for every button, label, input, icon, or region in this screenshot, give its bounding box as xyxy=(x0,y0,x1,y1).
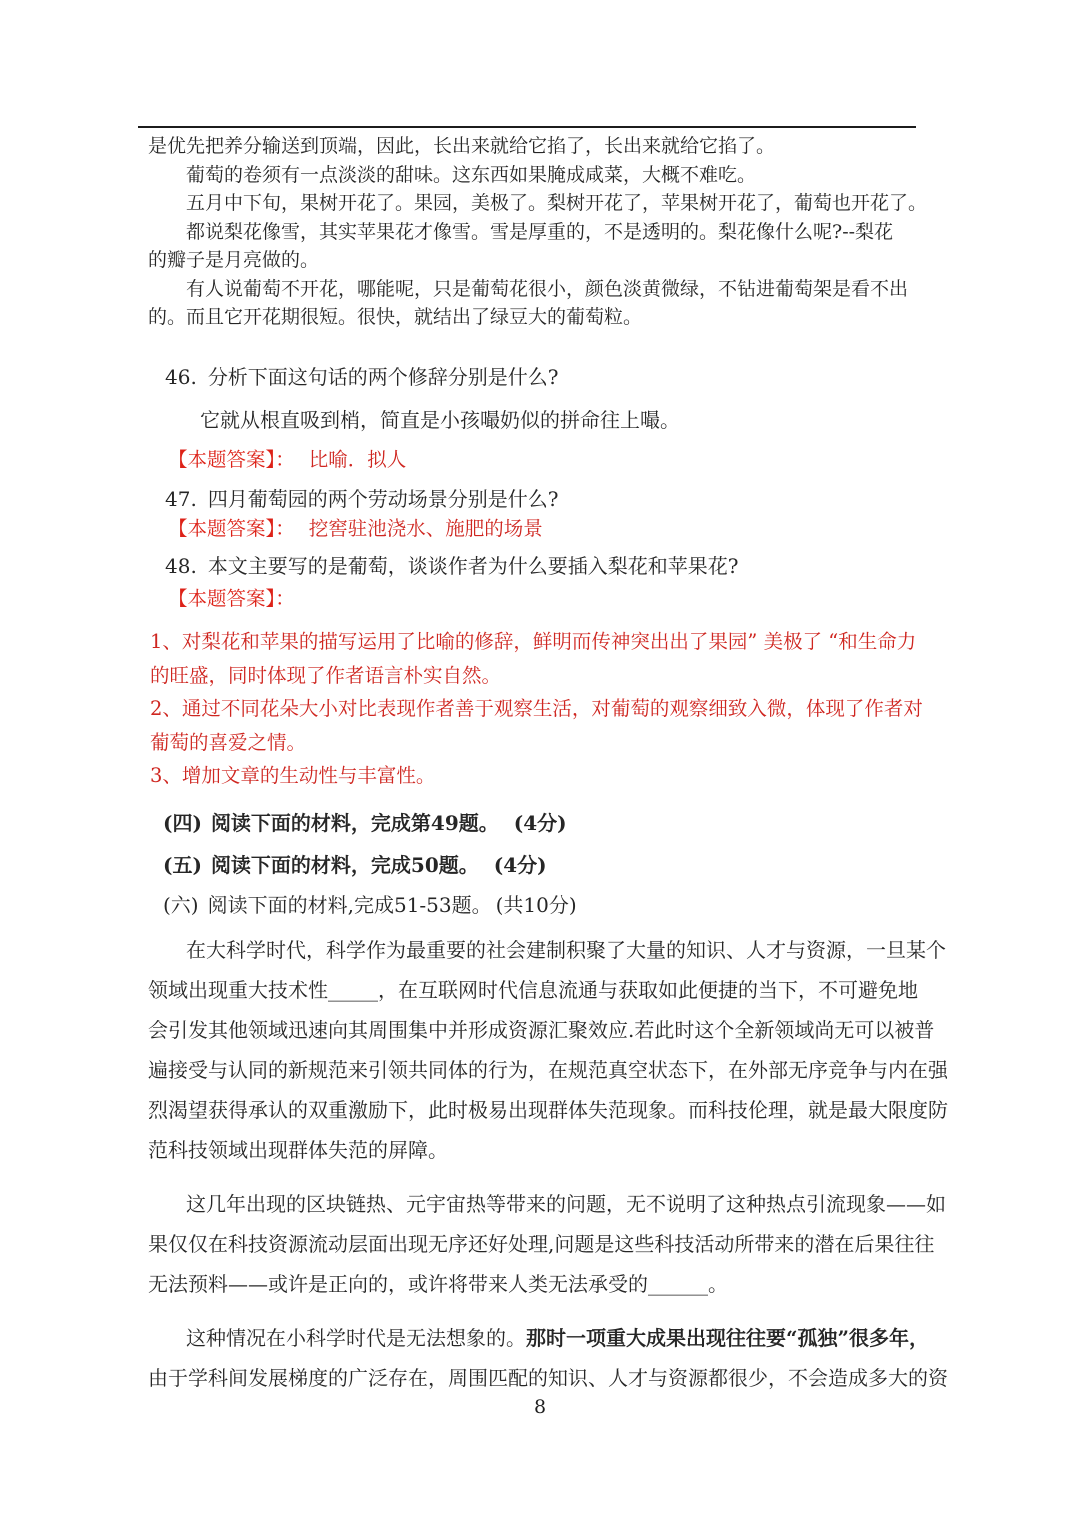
section-label: (四) xyxy=(163,811,202,835)
passage-line: 在大科学时代，科学作为最重要的社会建制积聚了大量的知识、人才与资源，一旦某个 xyxy=(186,938,946,962)
passage-line: 的。而且它开花期很短。很快，就结出了绿豆大的葡萄粒。 xyxy=(148,306,643,328)
section-text: 阅读下面的材料，完成第49题。 xyxy=(210,811,499,835)
page-number: 8 xyxy=(533,1396,547,1418)
passage-line: 果仅仅在科技资源流动层面出现无序还好处理,问题是这些科技活动所带来的潜在后果往往 xyxy=(148,1232,935,1256)
passage-line: 由于学科间发展梯度的广泛存在，周围匹配的知识、人才与资源都很少，不会造成多大的资 xyxy=(148,1366,948,1390)
question-number: 47. xyxy=(165,487,197,511)
question-number: 46. xyxy=(165,365,197,389)
section-label: (六) xyxy=(163,893,199,917)
answer-label: 【本题答案】： xyxy=(168,448,295,471)
passage-line: 会引发其他领域迅速向其周围集中并形成资源汇聚效应.若此时这个全新领域尚无可以被普 xyxy=(148,1018,935,1042)
answer-line: 2、通过不同花朵大小对比表现作者善于观察生活，对葡萄的观察细致入微，体现了作者对 xyxy=(150,697,923,720)
passage-line: 遍接受与认同的新规范来引领共同体的行为，在规范真空状态下，在外部无序竞争与内在强 xyxy=(148,1058,948,1082)
question-46-quote: 它就从根直吸到梢，简直是小孩嘬奶似的拼命往上嘬。 xyxy=(200,408,680,432)
answer-line: 的旺盛，同时体现了作者语言朴实自然。 xyxy=(150,663,502,687)
passage-line: 都说梨花像雪，其实苹果花才像雪。雪是厚重的，不是透明的。梨花像什么呢?--梨花 xyxy=(186,220,894,243)
answer-label: 【本题答案】： xyxy=(168,517,295,540)
answer-text: 比喻．拟人 xyxy=(308,448,407,471)
passage-line: 烈渴望获得承认的双重激励下，此时极易出现群体失范现象。而科技伦理，就是最大限度防 xyxy=(148,1098,948,1122)
passage-line: 范科技领域出现群体失范的屏障。 xyxy=(148,1138,448,1162)
question-48 xyxy=(165,553,739,579)
passage-line: 无法预料——或许是正向的，或许将带来人类无法承受的______。 xyxy=(148,1272,728,1296)
answer-46 xyxy=(168,447,406,473)
passage-line: 的瓣子是月亮做的。 xyxy=(148,249,320,271)
passage-line: 领域出现重大技术性_____，在互联网时代信息流通与获取如此便捷的当下，不可避免地 xyxy=(148,978,918,1002)
section-text: 阅读下面的材料，完成50题。 xyxy=(210,853,479,877)
question-46 xyxy=(165,364,559,390)
question-text: 本文主要写的是葡萄，谈谈作者为什么要插入梨花和苹果花? xyxy=(207,554,739,578)
answer-line: 3、增加文章的生动性与丰富性。 xyxy=(150,764,436,787)
passage-line xyxy=(148,1318,948,1358)
passage-line: 这几年出现的区块链热、元宇宙热等带来的问题，无不说明了这种热点引流现象——如 xyxy=(186,1192,946,1216)
answer-48-details xyxy=(150,625,950,793)
bold-emphasis: 那时一项重大成果出现往往要“孤独”很多年， xyxy=(526,1326,930,1350)
passage-text: 这种情况在小科学时代是无法想象的。 xyxy=(186,1326,526,1350)
answer-label: 【本题答案】： xyxy=(168,587,295,610)
question-47 xyxy=(165,486,559,512)
question-text: 四月葡萄园的两个劳动场景分别是什么? xyxy=(207,487,559,511)
section-score: (4分) xyxy=(513,811,567,835)
section-label: (五) xyxy=(163,853,202,877)
science-passage xyxy=(148,930,948,1398)
section-score: (4分) xyxy=(493,853,547,877)
section-6-header xyxy=(163,892,577,918)
section-5-header xyxy=(163,852,547,878)
answer-line: 葡萄的喜爱之情。 xyxy=(150,730,307,754)
page-header-rule xyxy=(138,126,916,128)
section-4-header xyxy=(163,810,567,836)
passage-line: 是优先把养分输送到顶端，因此，长出来就给它掐了，长出来就给它掐了。 xyxy=(148,135,776,157)
answer-line: 1、对梨花和苹果的描写运用了比喻的修辞，鲜明而传神突出出了果园” 美极了 “和生命力 xyxy=(150,630,917,653)
section-score: (共10分) xyxy=(495,893,577,917)
passage-line: 葡萄的卷须有一点淡淡的甜味。这东西如果腌成咸菜，大概不难吃。 xyxy=(186,163,757,186)
passage-line: 五月中下旬，果树开花了。果园，美极了。梨树开花了，苹果树开花了，葡萄也开花了。 xyxy=(186,192,928,214)
answer-48-label xyxy=(168,586,295,612)
question-number: 48. xyxy=(165,554,197,578)
grape-passage xyxy=(148,132,948,332)
passage-line: 有人说葡萄不开花，哪能呢，只是葡萄花很小，颜色淡黄微绿，不钻进葡萄架是看不出 xyxy=(186,277,909,300)
answer-text: 挖窖驻池浇水、施肥的场景 xyxy=(308,517,543,540)
question-text: 分析下面这句话的两个修辞分别是什么? xyxy=(207,365,559,389)
section-text: 阅读下面的材料,完成51-53题。 xyxy=(207,893,492,917)
answer-47 xyxy=(168,516,543,542)
